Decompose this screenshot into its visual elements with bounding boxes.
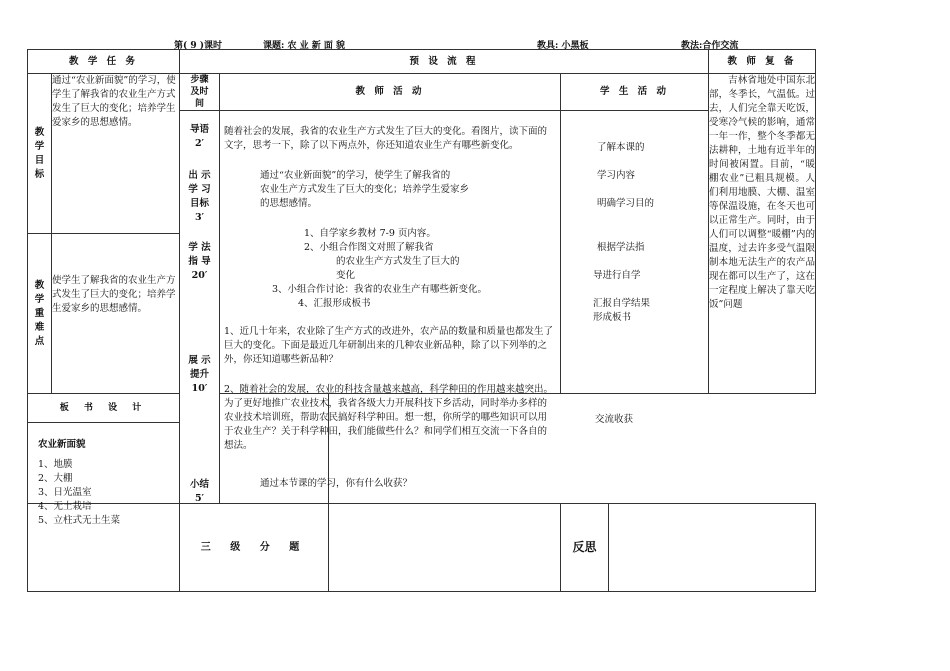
method-step-3: 3、小组合作讨论：我省的农业生产有哪些新变化。: [272, 284, 488, 295]
student-activity-cell: [561, 111, 709, 425]
show-paragraph-1: 1、近几十年来，农业除了生产方式的改进外，农产品的数量和质量也都发生了巨大的变化。下面是最近几年研制出来的几种农业新品种，除了以下列举的之外，你还知道哪些新品种？: [224, 326, 554, 365]
key-text: 使学生了解我省的农业生产方式发生了巨大的变化；培养学生爱家乡的思想感情。: [52, 234, 180, 394]
method-step-2c: 变化: [336, 270, 356, 281]
board-label: 板 书 设 计: [28, 394, 179, 423]
student-step-1: 了解本课的: [597, 142, 645, 153]
goal-text: 通过“农业新面貌”的学习，使学生了解我省的农业生产方式发生了巨大的变化；培养学生爱家乡的思想感情。: [52, 74, 180, 234]
step-method: 学 法 指 导 20′: [188, 242, 211, 281]
teacher-activity-header: 教 师 活 动: [220, 74, 561, 111]
goal-label: 教学目标: [28, 74, 52, 234]
board-title: 农业新面貌: [38, 439, 86, 450]
board-item: 5、立柱式无土生菜: [38, 515, 121, 526]
reflection-label-cell: [561, 504, 609, 592]
board-item: 2、大棚: [38, 473, 73, 484]
board-item: 1、地膜: [38, 459, 73, 470]
student-step-5: 导进行自学: [593, 270, 641, 281]
three-level-cell: [180, 504, 329, 592]
student-step-7: 形成板书: [593, 312, 632, 323]
teaching-tools: 教具: 小黑板: [537, 41, 589, 51]
steps-column: [180, 111, 220, 504]
board-cell: [28, 394, 180, 504]
board-item: 4、无土栽培: [38, 501, 92, 512]
summary-question: 通过本节课的学习，你有什么收获？: [260, 478, 413, 489]
show-paragraph-2: 2、随着社会的发展，农业的科技含量越来越高，科学种田的作用越来越突出。为了更好地推广农业技术，我省各级大力开展科技下乡活动，同时举办多样的农业技术培训班，帮助农民搞好科学种田。想一想，你所学的哪些知识可以用于农业生产？关于科学种田，我们能做些什么？和同学们相互交流一下各自的想法。: [224, 384, 554, 451]
flow-header: 预 设 流 程: [180, 50, 709, 74]
reflection-content: [609, 504, 816, 592]
method-step-1: 1、自学家乡教材 7-9 页内容。: [304, 228, 436, 239]
step-show: 展 示 提升 10′: [188, 355, 211, 394]
key-label: 教学重难点: [28, 234, 52, 394]
board-design: [28, 439, 180, 592]
student-activity-header: 学 生 活 动: [561, 74, 709, 111]
student-step-2: 学习内容: [597, 170, 636, 181]
board-item: 3、日光温室: [38, 487, 92, 498]
teaching-method: 教法:合作交流: [681, 41, 739, 51]
teacher-intro: 随着社会的发展，我省的农业生产方式发生了巨大的变化。看图片，读下面的文字，思考一下，除了以下两点外，你还知道农业生产有哪些新变化。: [224, 126, 548, 151]
lesson-topic: 课题: 农 业 新 面 貌: [263, 41, 345, 51]
method-step-2a: 2、小组合作图文对照了解我省: [304, 242, 434, 253]
review-header: 教 师 复 备: [709, 50, 816, 74]
steps-time-header: 步骤及时间: [180, 74, 220, 111]
teacher-goal-line3: 的思想感情。: [260, 198, 318, 209]
student-step-6: 汇报自学结果: [593, 298, 651, 309]
lesson-number: 第( 9 )课时: [174, 41, 223, 51]
student-step-3: 明确学习目的: [597, 198, 655, 209]
reflection-label: 反思: [572, 539, 597, 554]
student-step-4: 根据学法指: [597, 242, 645, 253]
three-level-content: [329, 504, 561, 592]
step-goals: 出 示 学 习 目标 3′: [188, 170, 211, 223]
teacher-goal-line1: 通过“农业新面貌”的学习，使学生了解我省的: [260, 170, 451, 181]
step-summary: 小结 5′: [189, 479, 209, 504]
step-intro: 导语 2′: [189, 124, 209, 149]
teacher-review-text: 吉林省地处中国东北部，冬季长，气温低。过去，人们完全靠天吃饭，受寒冷气候的影响，通常一年一作，整个冬季都无法耕种，土地有近半年的时间被闲置。目前，“暖棚农业”已粗具规模。人们利用地膜、大棚、温室等保温设施，在冬天也可以正常生产。同时，由于人们可以调整“暖棚”内的温度，过去许多受气温限制本地无法生产的农产品现在都可以生产了，这在一定程度上解决了靠天吃饭”问题: [709, 74, 816, 394]
student-step-8: 交流收获: [595, 414, 634, 425]
teacher-activity-cell: [220, 111, 561, 489]
lesson-plan-table: [27, 49, 816, 592]
method-step-2b: 的农业生产方式发生了巨大的: [336, 256, 460, 267]
three-level-label: 三 级 分 题: [200, 541, 308, 553]
teacher-goal-line2: 农业生产方式发生了巨大的变化；培养学生爱家乡: [260, 184, 470, 195]
task-header: 教 学 任 务: [28, 50, 180, 74]
method-step-4: 4、汇报形成板书: [298, 298, 371, 309]
